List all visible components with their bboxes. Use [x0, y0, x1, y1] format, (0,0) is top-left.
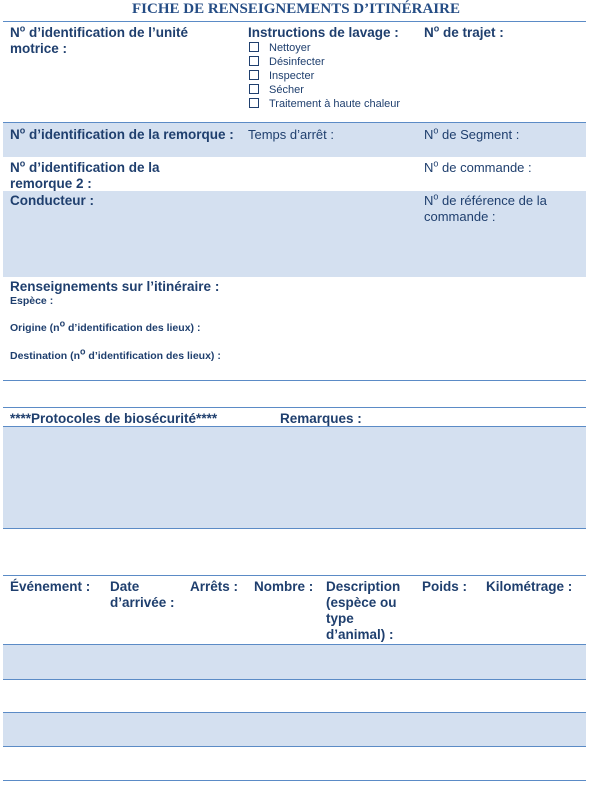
biosecurity-label: ****Protocoles de biosécurité**** — [10, 411, 218, 426]
species-label: Espèce : — [10, 295, 54, 307]
table-header-count: Nombre : — [254, 579, 314, 594]
table-row[interactable] — [3, 747, 586, 780]
wash-options — [249, 41, 400, 111]
checkbox-icon[interactable] — [249, 42, 259, 52]
table-header-mileage: Kilométrage : — [486, 579, 573, 594]
page-title: FICHE DE RENSEIGNEMENTS D’ITINÉRAIRE — [132, 1, 460, 17]
rule-table-bottom — [3, 780, 586, 781]
table-header-weight: Poids : — [422, 579, 468, 594]
wash-instructions-title: Instructions de lavage : — [248, 25, 399, 40]
segment-number-label: $N^o$ de Segment : — [424, 125, 520, 142]
remarks-label: Remarques : — [280, 411, 362, 426]
wash-option-clean[interactable]: Nettoyer — [249, 41, 400, 55]
wash-option-heat[interactable]: Traitement à haute chaleur — [249, 97, 400, 111]
table-row[interactable] — [3, 713, 586, 746]
rule-biosecurity-bottom — [3, 528, 586, 529]
table-row[interactable] — [3, 645, 586, 679]
table-row[interactable] — [3, 680, 586, 713]
unit-id-label: $N^o$ d’identification de l’unité motrice : — [10, 23, 189, 56]
trailer-id-label: $N^o$ d’identification de la remorque : — [10, 125, 234, 142]
wash-option-disinfect[interactable]: Désinfecter — [249, 55, 400, 69]
table-header-arrival-date: Date d’arrivée : — [110, 579, 175, 610]
rule-table-top — [3, 575, 586, 576]
checkbox-icon[interactable] — [249, 56, 259, 66]
band-biosecurity — [3, 427, 586, 528]
destination-label: Destination ($n^o$ d’identification des lieux) : — [10, 346, 221, 362]
wash-option-dry[interactable]: Sécher — [249, 83, 400, 97]
checkbox-icon[interactable] — [249, 98, 259, 108]
order-reference-label: $N^o$ de référence de la commande : — [424, 191, 547, 224]
downtime-label: Temps d’arrêt : — [248, 127, 334, 142]
origin-label: Origine ($n^o$ d’identification des lieux) : — [10, 318, 201, 334]
table-header-stops: Arrêts : — [190, 579, 239, 594]
order-number-label: $N^o$ de commande : — [424, 158, 532, 175]
trailer2-id-label: $N^o$ d’identification de la remorque 2 : — [10, 158, 160, 191]
trip-number-label: $N^o$ de trajet : — [424, 23, 504, 40]
itinerary-heading: Renseignements sur l’itinéraire : — [10, 279, 220, 294]
rule-biosecurity-top — [3, 407, 586, 408]
wash-option-inspect[interactable]: Inspecter — [249, 69, 400, 83]
table-header-event: Événement : — [10, 579, 91, 594]
table-header-description: Description (espèce ou type d’animal) : — [326, 579, 401, 642]
rule-itinerary — [3, 380, 586, 381]
driver-label: Conducteur : — [10, 193, 94, 208]
rule-top — [3, 21, 586, 22]
rule-trailer — [3, 122, 586, 123]
checkbox-icon[interactable] — [249, 84, 259, 94]
checkbox-icon[interactable] — [249, 70, 259, 80]
